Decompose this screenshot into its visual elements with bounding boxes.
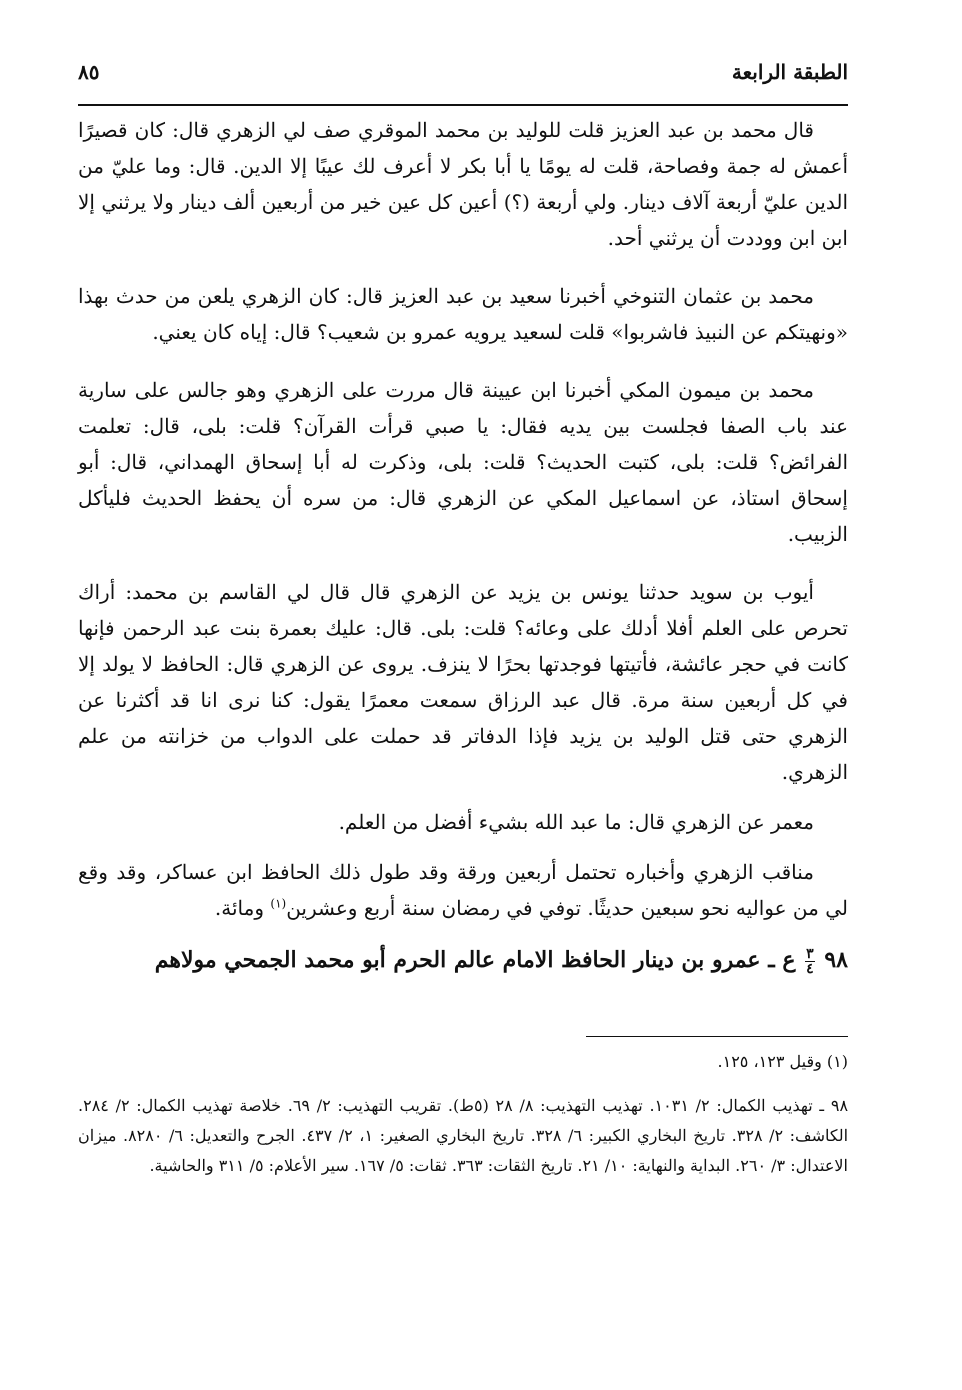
- book-page: [78, 56, 848, 1195]
- paragraph-3: محمد بن ميمون المكي أخبرنا ابن عيينة قال مررت على الزهري وهو جالس على سارية عند باب الصفا فجلست بين يديه فقال: يا صبي قرأت القرآن؟ قلت: بلى، قال: تعلمت الفرائض؟ قلت: بلى، كتبت الحديث؟ قلت: بلى، وذكرت له أبا إسحاق الهمداني، قال: أبو إسحاق استاذ، عن اسماعيل المكي عن الزهري قال: من سره أن يحفظ الحديث فليأكل الزبيب.: [78, 378, 848, 546]
- paragraph-6: [78, 854, 848, 926]
- fraction-numerator: ٣: [806, 945, 814, 962]
- entry-title: ـ عمرو بن دينار الحافظ الامام عالم الحرم أبو محمد الجمحي مولاهم: [154, 947, 775, 973]
- footnotes: [78, 1047, 848, 1181]
- main-text: [78, 112, 848, 980]
- fraction-denominator: ٤: [806, 960, 814, 977]
- page-number: ٨٥: [78, 60, 100, 84]
- entry-fraction: [805, 947, 815, 976]
- entry-letter: ع: [782, 947, 796, 973]
- paragraph-4: أيوب بن سويد حدثنا يونس بن يزيد عن الزهري قال قال لي القاسم بن محمد: أراك تحرص على العلم أفلا أدلك على وعائه؟ قلت: بلى. قال: عليك بعمرة بنت عبد الرحمن فإنها كانت في حجر عائشة، فأتيتها فوجدتها بحرًا لا ينزف. يروى عن الزهري قال: الحافظ لا يولد إلا في كل أربعين سنة مرة. قال عبد الرزاق سمعت معمرًا يقول: كنا نرى انا قد أكثرنا عن الزهري حتى قتل الوليد بن يزيد فإذا الدفاتر قد حملت على الدواب من خزانته من علم الزهري.: [78, 580, 848, 784]
- footnote-rule: [586, 1036, 848, 1037]
- page-header: [78, 56, 848, 100]
- entry-heading: [78, 940, 848, 980]
- footnote-ref-1[interactable]: (١): [270, 896, 287, 911]
- paragraph-5: معمر عن الزهري قال: ما عبد الله بشيء أفضل من العلم.: [338, 810, 814, 834]
- paragraph-2: محمد بن عثمان التنوخي أخبرنا سعيد بن عبد العزيز قال: كان الزهري يلعن من حدث بهذا «ونهيتكم عن النبيذ فاشربوا» قلت لسعيد يرويه عمرو بن شعيب؟ قال: إياه كان يعني.: [78, 284, 848, 344]
- header-rule: [78, 104, 848, 106]
- paragraph-6-end: ومائة.: [214, 896, 271, 920]
- entry-references: ٩٨ ـ تهذيب الكمال: ٢/ ١٠٣١. تهذيب التهذيب: ٨/ ٢٨ (٥ط). تقريب التهذيب: ٢/ ٦٩. خلاصة تهذيب الكمال: ٢/ ٢٨٤. الكاشف: ٢/ ٣٢٨. تاريخ البخاري الكبير: ٦/ ٣٢٨. تاريخ البخاري الصغير: ١، ٢/ ٤٣٧. الجرح والتعديل: ٦/ ٨٢٨٠. ميزان الاعتدال: ٣/ ٢٦٠. البداية والنهاية: ١٠/ ٢١. تاريخ الثقات: ٣٦٣. ثقات: ٥/ ١٦٧. سير الأعلام: ٥/ ٣١١ والحاشية.: [78, 1096, 849, 1175]
- running-title: الطبقة الرابعة: [731, 60, 848, 84]
- paragraph-6-text: مناقب الزهري وأخباره تحتمل أربعين ورقة وقد طول ذلك الحافظ ابن عساكر، وقد وقع لي من عواليه نحو سبعين حديثًا. توفي في رمضان سنة أربع وعشرين: [78, 860, 848, 920]
- paragraph-1: قال محمد بن عبد العزيز قلت للوليد بن محمد الموقري صف لي الزهري قال: كان قصيرًا أعمش له جمة وفصاحة، قلت له يومًا يا أبا بكر لا أعرف لك عيبًا إلا الدين. قال: وما عليّ من الدين عليّ أربعة آلاف دينار. ولي أربعة (؟) أعين كل عين خير من أربعين ألف دينار ولا يرثني إلا ابن ابن ووددت أن يرثني أحد.: [78, 118, 848, 250]
- footnote-1: (١) وقيل ١٢٣، ١٢٥.: [717, 1052, 848, 1071]
- entry-number: ٩٨: [824, 947, 848, 973]
